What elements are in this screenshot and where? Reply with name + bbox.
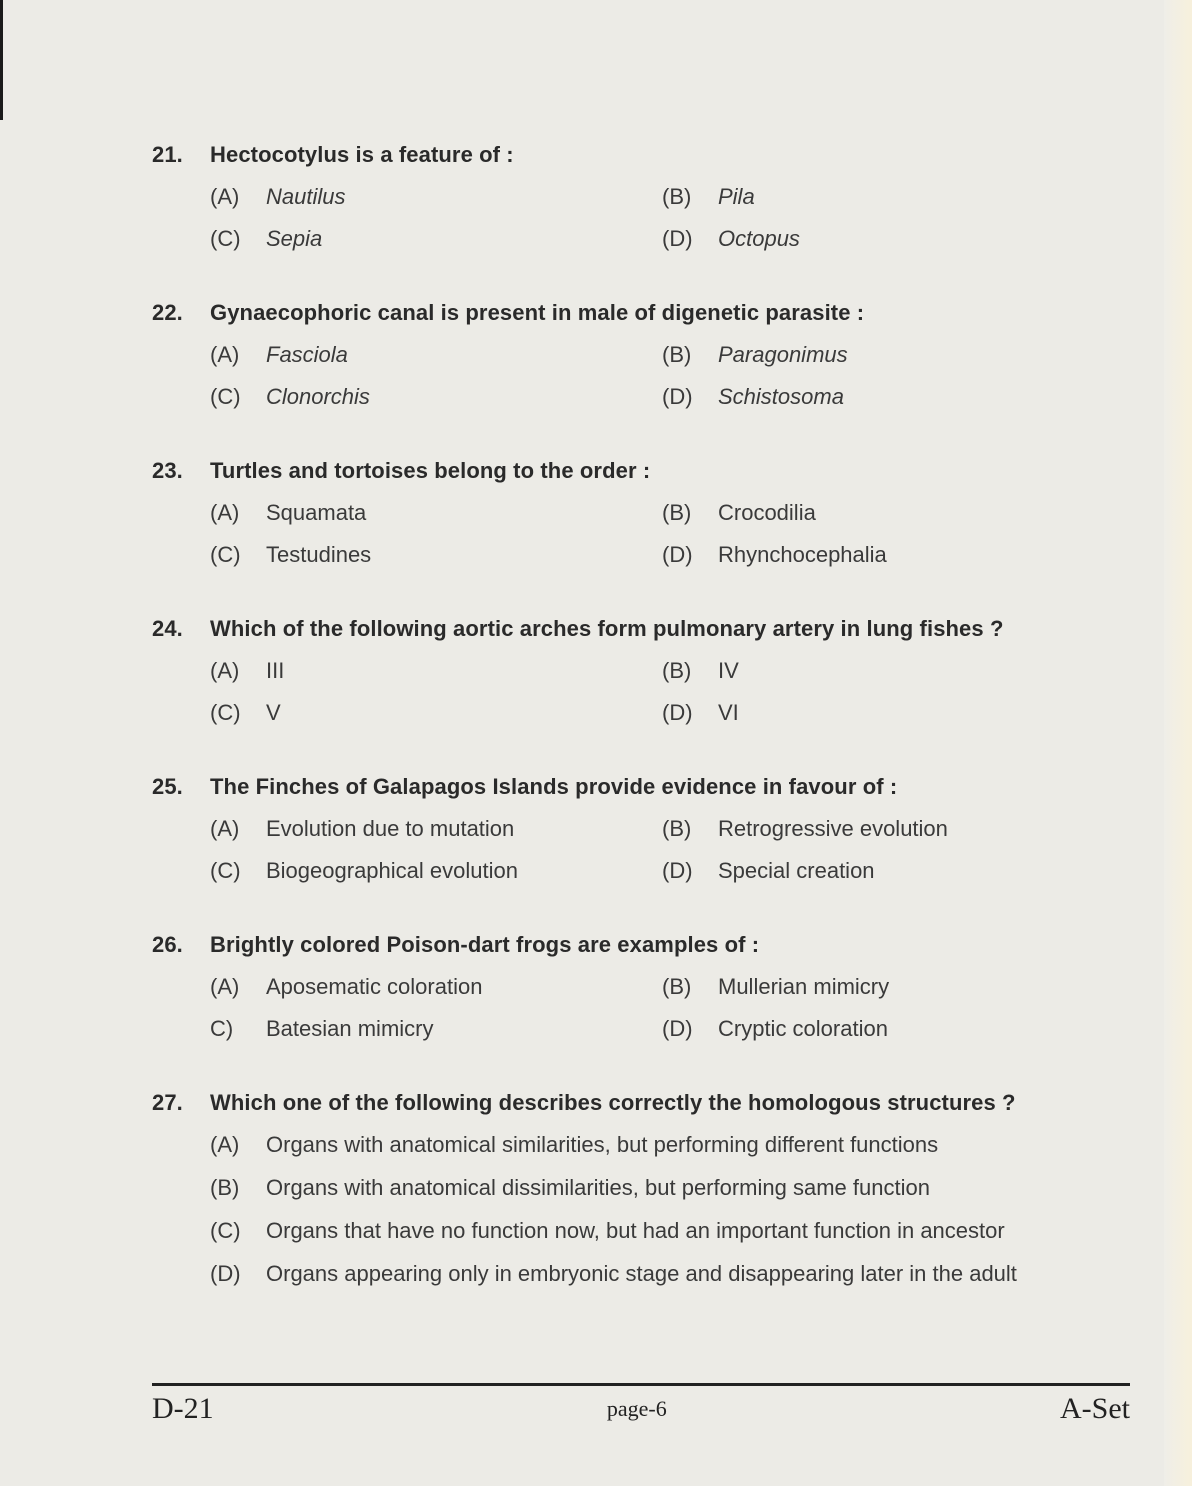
question-number: 23. [152,458,183,483]
option-text: Paragonimus [718,342,848,367]
option-label: (A) [210,816,240,841]
option-b [662,656,1114,686]
footer-row [152,1392,1130,1426]
option-d [662,856,1114,886]
question-text: Which of the following aortic arches form pulmonary artery in lung fishes ? [210,616,1004,641]
option-text: Biogeographical evolution [266,858,518,883]
option-text: Organs with anatomical dissimilarities, but performing same function [266,1175,930,1200]
question-25 [152,772,1132,886]
question-22 [152,298,1132,412]
option-d [662,698,1114,728]
option-label: (B) [210,1175,240,1200]
option-text: Organs that have no function now, but had an important function in ancestor [266,1218,1005,1243]
question-header [152,298,1132,328]
options-grid [210,814,1132,886]
page-number: page-6 [606,1396,667,1421]
option-c [210,1216,1140,1246]
option-text: Rhynchocephalia [718,542,887,567]
option-b [662,498,1114,528]
option-label: (D) [662,858,693,883]
question-number: 25. [152,774,183,799]
option-c [210,224,662,254]
option-b [662,340,1114,370]
option-c [210,698,662,728]
footer-divider [152,1383,1130,1386]
option-a [210,340,662,370]
option-label: (D) [210,1261,241,1286]
option-b [210,1173,1140,1203]
option-text: Crocodilia [718,500,816,525]
options-grid [210,498,1132,570]
option-label: (D) [662,384,693,409]
option-text: Evolution due to mutation [266,816,515,841]
option-text: Mullerian mimicry [718,974,890,999]
question-number: 21. [152,142,183,167]
option-d [662,1014,1114,1044]
question-26 [152,930,1132,1044]
options-list [210,1130,1132,1289]
question-text: The Finches of Galapagos Islands provide evidence in favour of : [210,774,898,799]
question-header [152,614,1132,644]
options-grid [210,340,1132,412]
option-text: Squamata [266,500,367,525]
paper-code: D-21 [152,1392,214,1425]
option-label: (C) [210,700,241,725]
option-text: IV [718,658,739,683]
question-text: Hectocotylus is a feature of : [210,142,514,167]
option-text: Batesian mimicry [266,1016,434,1041]
option-text: V [266,700,281,725]
option-b [662,972,1114,1002]
option-text: Cryptic coloration [718,1016,888,1041]
question-number: 27. [152,1090,183,1115]
option-label: (D) [662,542,693,567]
question-27 [152,1088,1132,1289]
option-text: Schistosoma [718,384,844,409]
question-text: Gynaecophoric canal is present in male of digenetic parasite : [210,300,865,325]
option-label: (A) [210,500,240,525]
options-grid [210,972,1132,1044]
question-text: Turtles and tortoises belong to the order : [210,458,651,483]
option-text: Clonorchis [266,384,370,409]
page-edge-shadow [0,0,3,120]
option-label: (B) [662,974,692,999]
question-21 [152,140,1132,254]
option-label: (C) [210,226,241,251]
question-header [152,140,1132,170]
option-label: (C) [210,1218,241,1243]
option-a [210,1130,1140,1160]
option-label: C) [210,1016,234,1041]
option-label: (B) [662,816,692,841]
option-text: Retrogressive evolution [718,816,948,841]
page-footer [152,1383,1130,1426]
option-label: (A) [210,342,240,367]
question-header [152,1088,1132,1118]
options-grid [210,182,1132,254]
option-b [662,182,1114,212]
option-text: Special creation [718,858,875,883]
option-label: (C) [210,542,241,567]
question-list [152,140,1132,1333]
option-d [662,382,1114,412]
option-text: Pila [718,184,755,209]
option-label: (D) [662,700,693,725]
option-label: (D) [662,226,693,251]
option-label: (A) [210,658,240,683]
option-c [210,1014,662,1044]
question-text: Brightly colored Poison-dart frogs are examples of : [210,932,760,957]
option-a [210,498,662,528]
option-label: (A) [210,974,240,999]
option-b [662,814,1114,844]
option-c [210,540,662,570]
option-a [210,814,662,844]
option-a [210,182,662,212]
question-number: 26. [152,932,183,957]
option-label: (C) [210,384,241,409]
option-text: VI [718,700,739,725]
option-label: (B) [662,500,692,525]
question-23 [152,456,1132,570]
option-d [210,1259,1140,1289]
option-c [210,382,662,412]
option-text: Fasciola [266,342,348,367]
option-d [662,540,1114,570]
option-a [210,972,662,1002]
option-label: (D) [662,1016,693,1041]
option-text: Organs with anatomical similarities, but performing different functions [266,1132,939,1157]
question-header [152,772,1132,802]
option-text: Sepia [266,226,323,251]
page-right-margin [1164,0,1192,1486]
options-grid [210,656,1132,728]
option-text: Organs appearing only in embryonic stage and disappearing later in the adult [266,1261,1017,1286]
option-text: Octopus [718,226,800,251]
option-text: III [266,658,285,683]
question-number: 22. [152,300,183,325]
option-label: (A) [210,1132,240,1157]
option-label: (B) [662,658,692,683]
question-24 [152,614,1132,728]
question-header [152,456,1132,486]
option-text: Nautilus [266,184,346,209]
option-text: Testudines [266,542,372,567]
option-a [210,656,662,686]
option-d [662,224,1114,254]
question-number: 24. [152,616,183,641]
option-label: (A) [210,184,240,209]
question-header [152,930,1132,960]
option-label: (C) [210,858,241,883]
option-c [210,856,662,886]
set-label: A-Set [1059,1392,1130,1425]
option-text: Aposematic coloration [266,974,483,999]
question-text: Which one of the following describes correctly the homologous structures ? [210,1090,1016,1115]
option-label: (B) [662,342,692,367]
option-label: (B) [662,184,692,209]
